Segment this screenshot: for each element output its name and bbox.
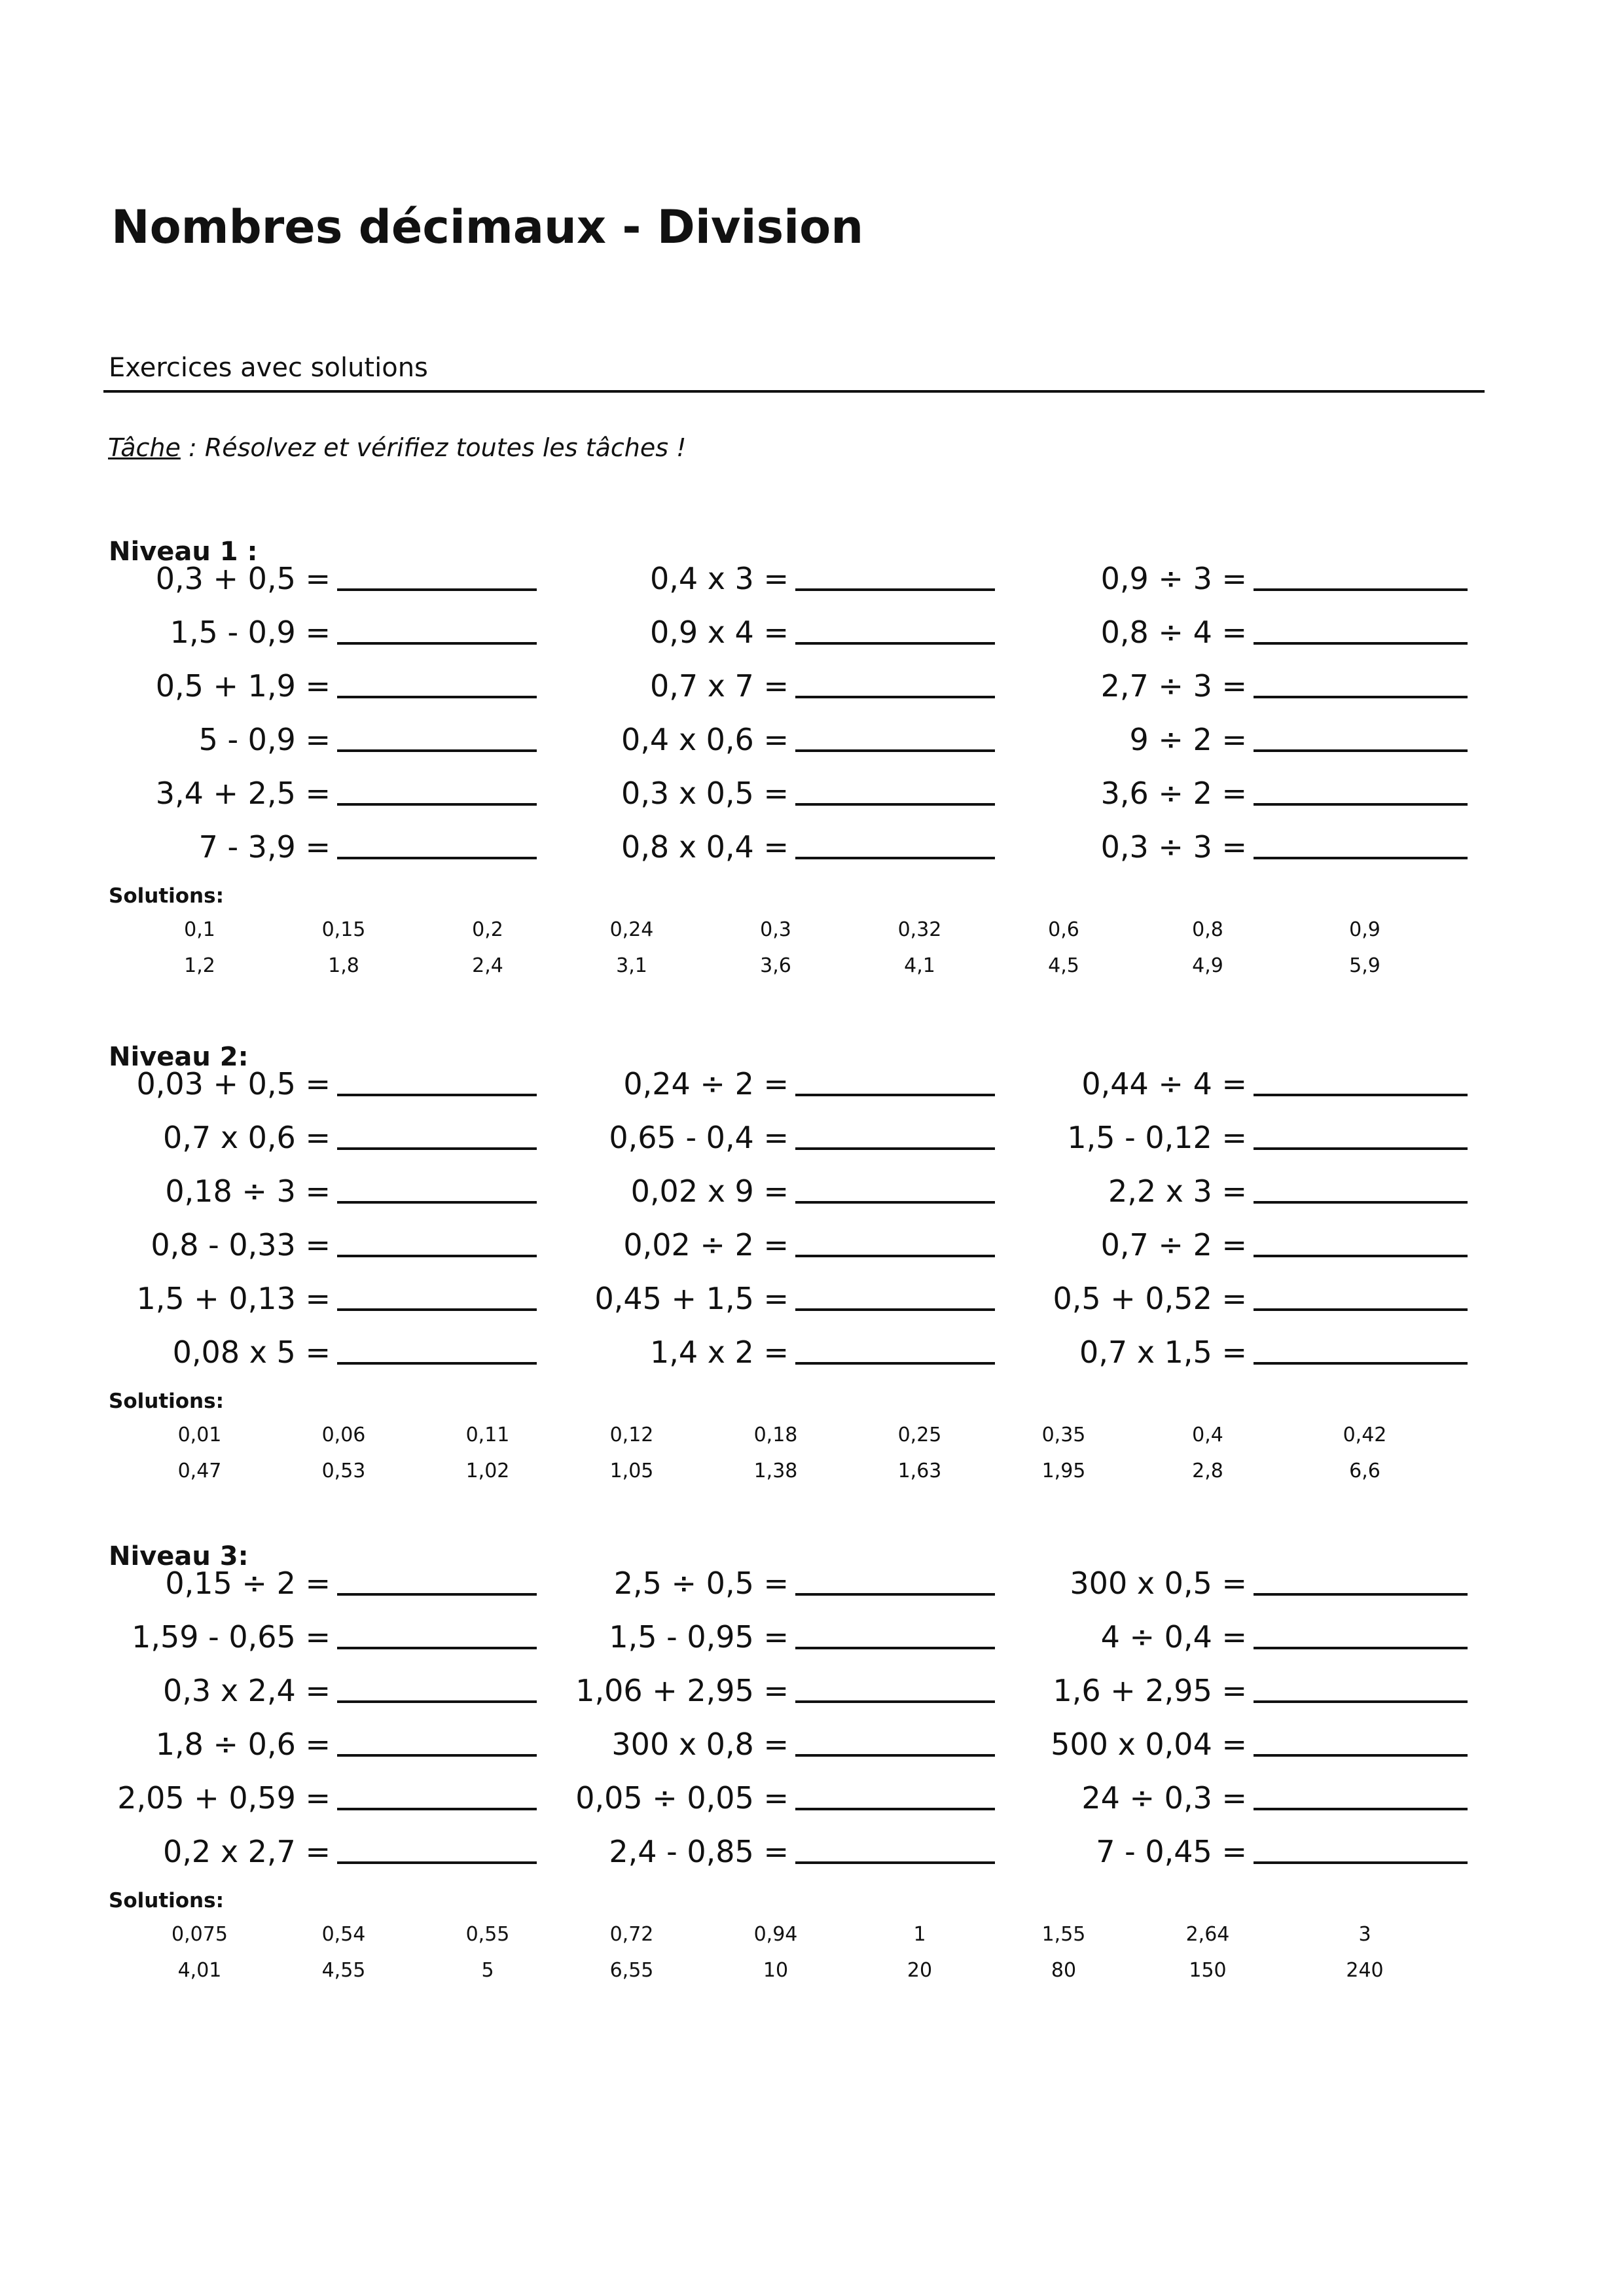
solution-value: 0,25 [897,1424,942,1446]
exercise [979,1153,1468,1209]
exercise [62,1598,537,1655]
solution-value: 1,2 [184,954,215,977]
exercise-expression: 4 ÷ 0,4 = [1100,1619,1247,1655]
exercise [979,1314,1468,1370]
exercise [979,1099,1468,1153]
exercise [520,647,995,704]
solution-value: 0,55 [465,1923,510,1946]
exercise-row [0,808,1624,865]
exercise-expression: 9 ÷ 2 = [1129,722,1247,757]
answer-blank[interactable] [1254,1362,1468,1365]
answer-blank[interactable] [795,1647,995,1649]
exercise-row [0,1545,1624,1601]
solutions-row [0,1462,1624,1494]
answer-blank[interactable] [795,1700,995,1703]
exercise [520,808,995,865]
exercise [62,701,537,755]
answer-blank[interactable] [1254,803,1468,806]
exercise [520,701,995,755]
exercise-expression: 0,8 ÷ 4 = [1100,615,1247,650]
exercise-expression: 0,4 x 0,6 = [621,722,789,757]
solution-value: 0,01 [177,1424,222,1446]
exercise-expression: 0,7 x 0,6 = [163,1120,331,1155]
exercise [979,701,1468,755]
exercise [979,1813,1468,1867]
exercise [520,1652,995,1706]
exercise [62,1652,537,1706]
exercise-row [0,1099,1624,1153]
exercise [520,594,995,650]
answer-blank[interactable] [337,1861,537,1864]
exercise-expression: 0,7 ÷ 2 = [1100,1227,1247,1263]
answer-blank[interactable] [1254,857,1468,859]
exercise-expression: 1,8 ÷ 0,6 = [155,1727,331,1762]
solution-value: 0,075 [171,1923,228,1946]
answer-blank[interactable] [337,1362,537,1365]
answer-blank[interactable] [795,588,995,591]
level-title: Niveau 2: [109,1042,249,1072]
exercise [979,1045,1468,1102]
solution-value: 1,63 [897,1460,942,1482]
exercise [520,540,995,594]
solutions-title: Solutions: [109,1889,224,1912]
exercise [520,1260,995,1314]
answer-blank[interactable] [1254,1808,1468,1810]
level-title: Niveau 3: [109,1541,249,1571]
exercise [979,647,1468,704]
subtitle: Exercices avec solutions [109,353,428,383]
exercise-expression: 7 - 3,9 = [198,829,331,865]
answer-blank[interactable] [795,1808,995,1810]
exercise-row [0,1652,1624,1706]
exercise [520,1206,995,1263]
answer-blank[interactable] [337,1094,537,1096]
answer-blank[interactable] [337,696,537,698]
solution-value: 1,05 [609,1460,654,1482]
exercise-row [0,1045,1624,1102]
answer-blank[interactable] [337,588,537,591]
exercise [62,1314,537,1370]
solutions-row [0,1426,1624,1458]
answer-blank[interactable] [337,1201,537,1204]
solution-value: 0,54 [321,1923,366,1946]
answer-blank[interactable] [795,1754,995,1757]
exercise [979,1206,1468,1263]
solution-value: 20 [907,1959,933,1982]
exercise-expression: 0,5 + 1,9 = [155,668,331,704]
exercise [520,1813,995,1867]
solution-value: 6,55 [609,1959,654,1982]
answer-blank[interactable] [337,857,537,859]
answer-blank[interactable] [795,803,995,806]
solution-value: 0,06 [321,1424,366,1446]
solution-value: 1,38 [753,1460,798,1482]
solution-value: 1,55 [1041,1923,1086,1946]
answer-blank[interactable] [337,749,537,752]
answer-blank[interactable] [795,1861,995,1864]
solution-value: 1,8 [328,954,359,977]
exercise [979,808,1468,865]
solution-value: 0,6 [1048,918,1079,941]
exercise-expression: 7 - 0,45 = [1096,1834,1247,1869]
exercise [62,1206,537,1263]
solution-value: 0,9 [1349,918,1380,941]
answer-blank[interactable] [337,1593,537,1596]
exercise-row [0,1206,1624,1263]
exercise [62,1260,537,1314]
answer-blank[interactable] [1254,696,1468,698]
exercise [520,1153,995,1209]
solution-value: 0,11 [465,1424,510,1446]
exercise [979,1759,1468,1816]
answer-blank[interactable] [337,1147,537,1150]
exercise-expression: 1,5 - 0,9 = [170,615,331,650]
exercise [62,1153,537,1209]
solution-value: 1,95 [1041,1460,1086,1482]
exercise [979,1598,1468,1655]
exercise-expression: 0,45 + 1,5 = [594,1281,789,1316]
exercise-row [0,1314,1624,1370]
solution-value: 0,94 [753,1923,798,1946]
exercise-expression: 5 - 0,9 = [198,722,331,757]
solution-value: 0,24 [609,918,654,941]
exercise-expression: 2,5 ÷ 0,5 = [613,1566,789,1601]
answer-blank[interactable] [795,1362,995,1365]
exercise [520,1314,995,1370]
exercise [62,1706,537,1762]
exercise-row [0,1813,1624,1867]
exercise-expression: 0,3 ÷ 3 = [1100,829,1247,865]
solution-value: 0,1 [184,918,215,941]
answer-blank[interactable] [337,642,537,645]
exercise [979,1260,1468,1314]
task-text: : Résolvez et vérifiez toutes les tâches ! [180,433,687,462]
exercise-row [0,647,1624,704]
exercise [979,1706,1468,1762]
solutions-title: Solutions: [109,1390,224,1413]
page-title: Nombres décimaux - Division [111,200,864,254]
exercise-expression: 0,9 ÷ 3 = [1100,561,1247,596]
answer-blank[interactable] [795,857,995,859]
exercise-row [0,594,1624,650]
exercise [979,594,1468,650]
exercise-expression: 0,65 - 0,4 = [609,1120,789,1155]
exercise [979,1545,1468,1601]
answer-blank[interactable] [1254,642,1468,645]
solution-value: 2,64 [1185,1923,1230,1946]
solution-value: 5 [481,1959,494,1982]
solution-value: 0,47 [177,1460,222,1482]
answer-blank[interactable] [1254,1700,1468,1703]
answer-blank[interactable] [337,1647,537,1649]
exercise-expression: 0,08 x 5 = [172,1335,331,1370]
exercise-expression: 0,02 x 9 = [630,1174,789,1209]
solution-value: 0,72 [609,1923,654,1946]
answer-blank[interactable] [337,1255,537,1257]
solution-value: 3 [1358,1923,1371,1946]
task-instruction [108,433,686,462]
exercise-expression: 0,3 x 2,4 = [163,1673,331,1708]
exercise-row [0,701,1624,755]
exercise-row [0,1598,1624,1655]
answer-blank[interactable] [795,1201,995,1204]
solution-value: 0,15 [321,918,366,941]
answer-blank[interactable] [1254,1593,1468,1596]
exercise-expression: 0,44 ÷ 4 = [1081,1066,1247,1102]
exercise [979,540,1468,594]
solution-value: 2,4 [472,954,503,977]
solution-value: 3,1 [616,954,647,977]
exercise-row [0,1260,1624,1314]
exercise [62,540,537,594]
answer-blank[interactable] [795,1593,995,1596]
exercise-expression: 2,7 ÷ 3 = [1100,668,1247,704]
exercise-expression: 0,7 x 7 = [649,668,789,704]
exercise-expression: 0,5 + 0,52 = [1053,1281,1247,1316]
exercise-row [0,1706,1624,1762]
answer-blank[interactable] [337,1308,537,1311]
exercise [979,755,1468,811]
exercise-expression: 0,2 x 2,7 = [163,1834,331,1869]
exercise-expression: 0,4 x 3 = [649,561,789,596]
solution-value: 240 [1346,1959,1384,1982]
solution-value: 0,53 [321,1460,366,1482]
exercise [520,1598,995,1655]
solutions-row [0,920,1624,953]
answer-blank[interactable] [795,1255,995,1257]
exercise-expression: 0,3 x 0,5 = [621,776,789,811]
answer-blank[interactable] [1254,1201,1468,1204]
answer-blank[interactable] [795,642,995,645]
solution-value: 4,9 [1192,954,1223,977]
exercise-expression: 0,3 + 0,5 = [155,561,331,596]
solution-value: 1,02 [465,1460,510,1482]
exercise-expression: 0,9 x 4 = [649,615,789,650]
solution-value: 3,6 [760,954,791,977]
exercise [520,755,995,811]
solutions-row [0,1961,1624,1994]
answer-blank[interactable] [1254,749,1468,752]
exercise-expression: 0,24 ÷ 2 = [623,1066,789,1102]
solution-value: 4,55 [321,1959,366,1982]
exercise [62,1045,537,1102]
exercise [62,1759,537,1816]
answer-blank[interactable] [1254,1094,1468,1096]
exercise-expression: 500 x 0,04 = [1051,1727,1247,1762]
solution-value: 1 [913,1923,926,1946]
exercise-expression: 2,05 + 0,59 = [117,1780,331,1816]
exercise-expression: 1,59 - 0,65 = [132,1619,331,1655]
solution-value: 80 [1051,1959,1077,1982]
exercise [62,594,537,650]
answer-blank[interactable] [1254,1647,1468,1649]
solution-value: 10 [763,1959,789,1982]
solution-value: 0,2 [472,918,503,941]
exercise-expression: 3,6 ÷ 2 = [1100,776,1247,811]
exercise-expression: 0,8 - 0,33 = [151,1227,331,1263]
solutions-row [0,1925,1624,1958]
exercise-expression: 0,7 x 1,5 = [1079,1335,1247,1370]
exercise [62,647,537,704]
exercise [62,1813,537,1867]
exercise-expression: 0,15 ÷ 2 = [165,1566,331,1601]
exercise-expression: 0,05 ÷ 0,05 = [575,1780,789,1816]
exercise-expression: 1,6 + 2,95 = [1053,1673,1247,1708]
answer-blank[interactable] [795,1308,995,1311]
subtitle-row [103,353,1485,393]
answer-blank[interactable] [1254,1255,1468,1257]
solutions-title: Solutions: [109,884,224,908]
answer-blank[interactable] [337,1754,537,1757]
solution-value: 0,18 [753,1424,798,1446]
answer-blank[interactable] [795,1094,995,1096]
exercise-expression: 0,02 ÷ 2 = [623,1227,789,1263]
answer-blank[interactable] [795,1147,995,1150]
exercise-expression: 300 x 0,5 = [1070,1566,1247,1601]
exercise [62,1099,537,1153]
exercise-expression: 0,18 ÷ 3 = [165,1174,331,1209]
solution-value: 4,01 [177,1959,222,1982]
exercise-row [0,1759,1624,1816]
exercise-expression: 0,03 + 0,5 = [136,1066,331,1102]
answer-blank[interactable] [337,803,537,806]
solution-value: 0,32 [897,918,942,941]
exercise-expression: 1,06 + 2,95 = [575,1673,789,1708]
solution-value: 6,6 [1349,1460,1380,1482]
exercise [62,755,537,811]
solution-value: 0,4 [1192,1424,1223,1446]
solution-value: 0,8 [1192,918,1223,941]
exercise-expression: 1,5 - 0,12 = [1067,1120,1247,1155]
exercise-expression: 1,5 - 0,95 = [609,1619,789,1655]
solution-value: 4,1 [904,954,935,977]
level-title: Niveau 1 : [109,537,258,567]
exercise [62,1545,537,1601]
exercise-row [0,755,1624,811]
exercise-expression: 2,4 - 0,85 = [609,1834,789,1869]
exercise-expression: 24 ÷ 0,3 = [1081,1780,1247,1816]
exercise [520,1045,995,1102]
solution-value: 0,3 [760,918,791,941]
task-label: Tâche [108,433,181,462]
exercise [520,1099,995,1153]
answer-blank[interactable] [1254,1754,1468,1757]
answer-blank[interactable] [1254,588,1468,591]
answer-blank[interactable] [1254,1861,1468,1864]
exercise [520,1759,995,1816]
answer-blank[interactable] [337,1700,537,1703]
solution-value: 0,12 [609,1424,654,1446]
solution-value: 4,5 [1048,954,1079,977]
answer-blank[interactable] [795,696,995,698]
exercise [520,1706,995,1762]
exercise-row [0,540,1624,594]
exercise [520,1545,995,1601]
solution-value: 150 [1189,1959,1227,1982]
solution-value: 5,9 [1349,954,1380,977]
exercise-expression: 300 x 0,8 = [611,1727,789,1762]
exercise [979,1652,1468,1706]
exercise-expression: 0,8 x 0,4 = [621,829,789,865]
answer-blank[interactable] [337,1808,537,1810]
answer-blank[interactable] [1254,1147,1468,1150]
exercise-expression: 3,4 + 2,5 = [155,776,331,811]
solution-value: 2,8 [1192,1460,1223,1482]
exercise-expression: 1,4 x 2 = [649,1335,789,1370]
exercise [62,808,537,865]
solution-value: 0,42 [1343,1424,1387,1446]
solutions-row [0,956,1624,989]
exercise-expression: 2,2 x 3 = [1108,1174,1247,1209]
answer-blank[interactable] [1254,1308,1468,1311]
exercise-expression: 1,5 + 0,13 = [136,1281,331,1316]
exercise-row [0,1153,1624,1209]
answer-blank[interactable] [795,749,995,752]
solution-value: 0,35 [1041,1424,1086,1446]
